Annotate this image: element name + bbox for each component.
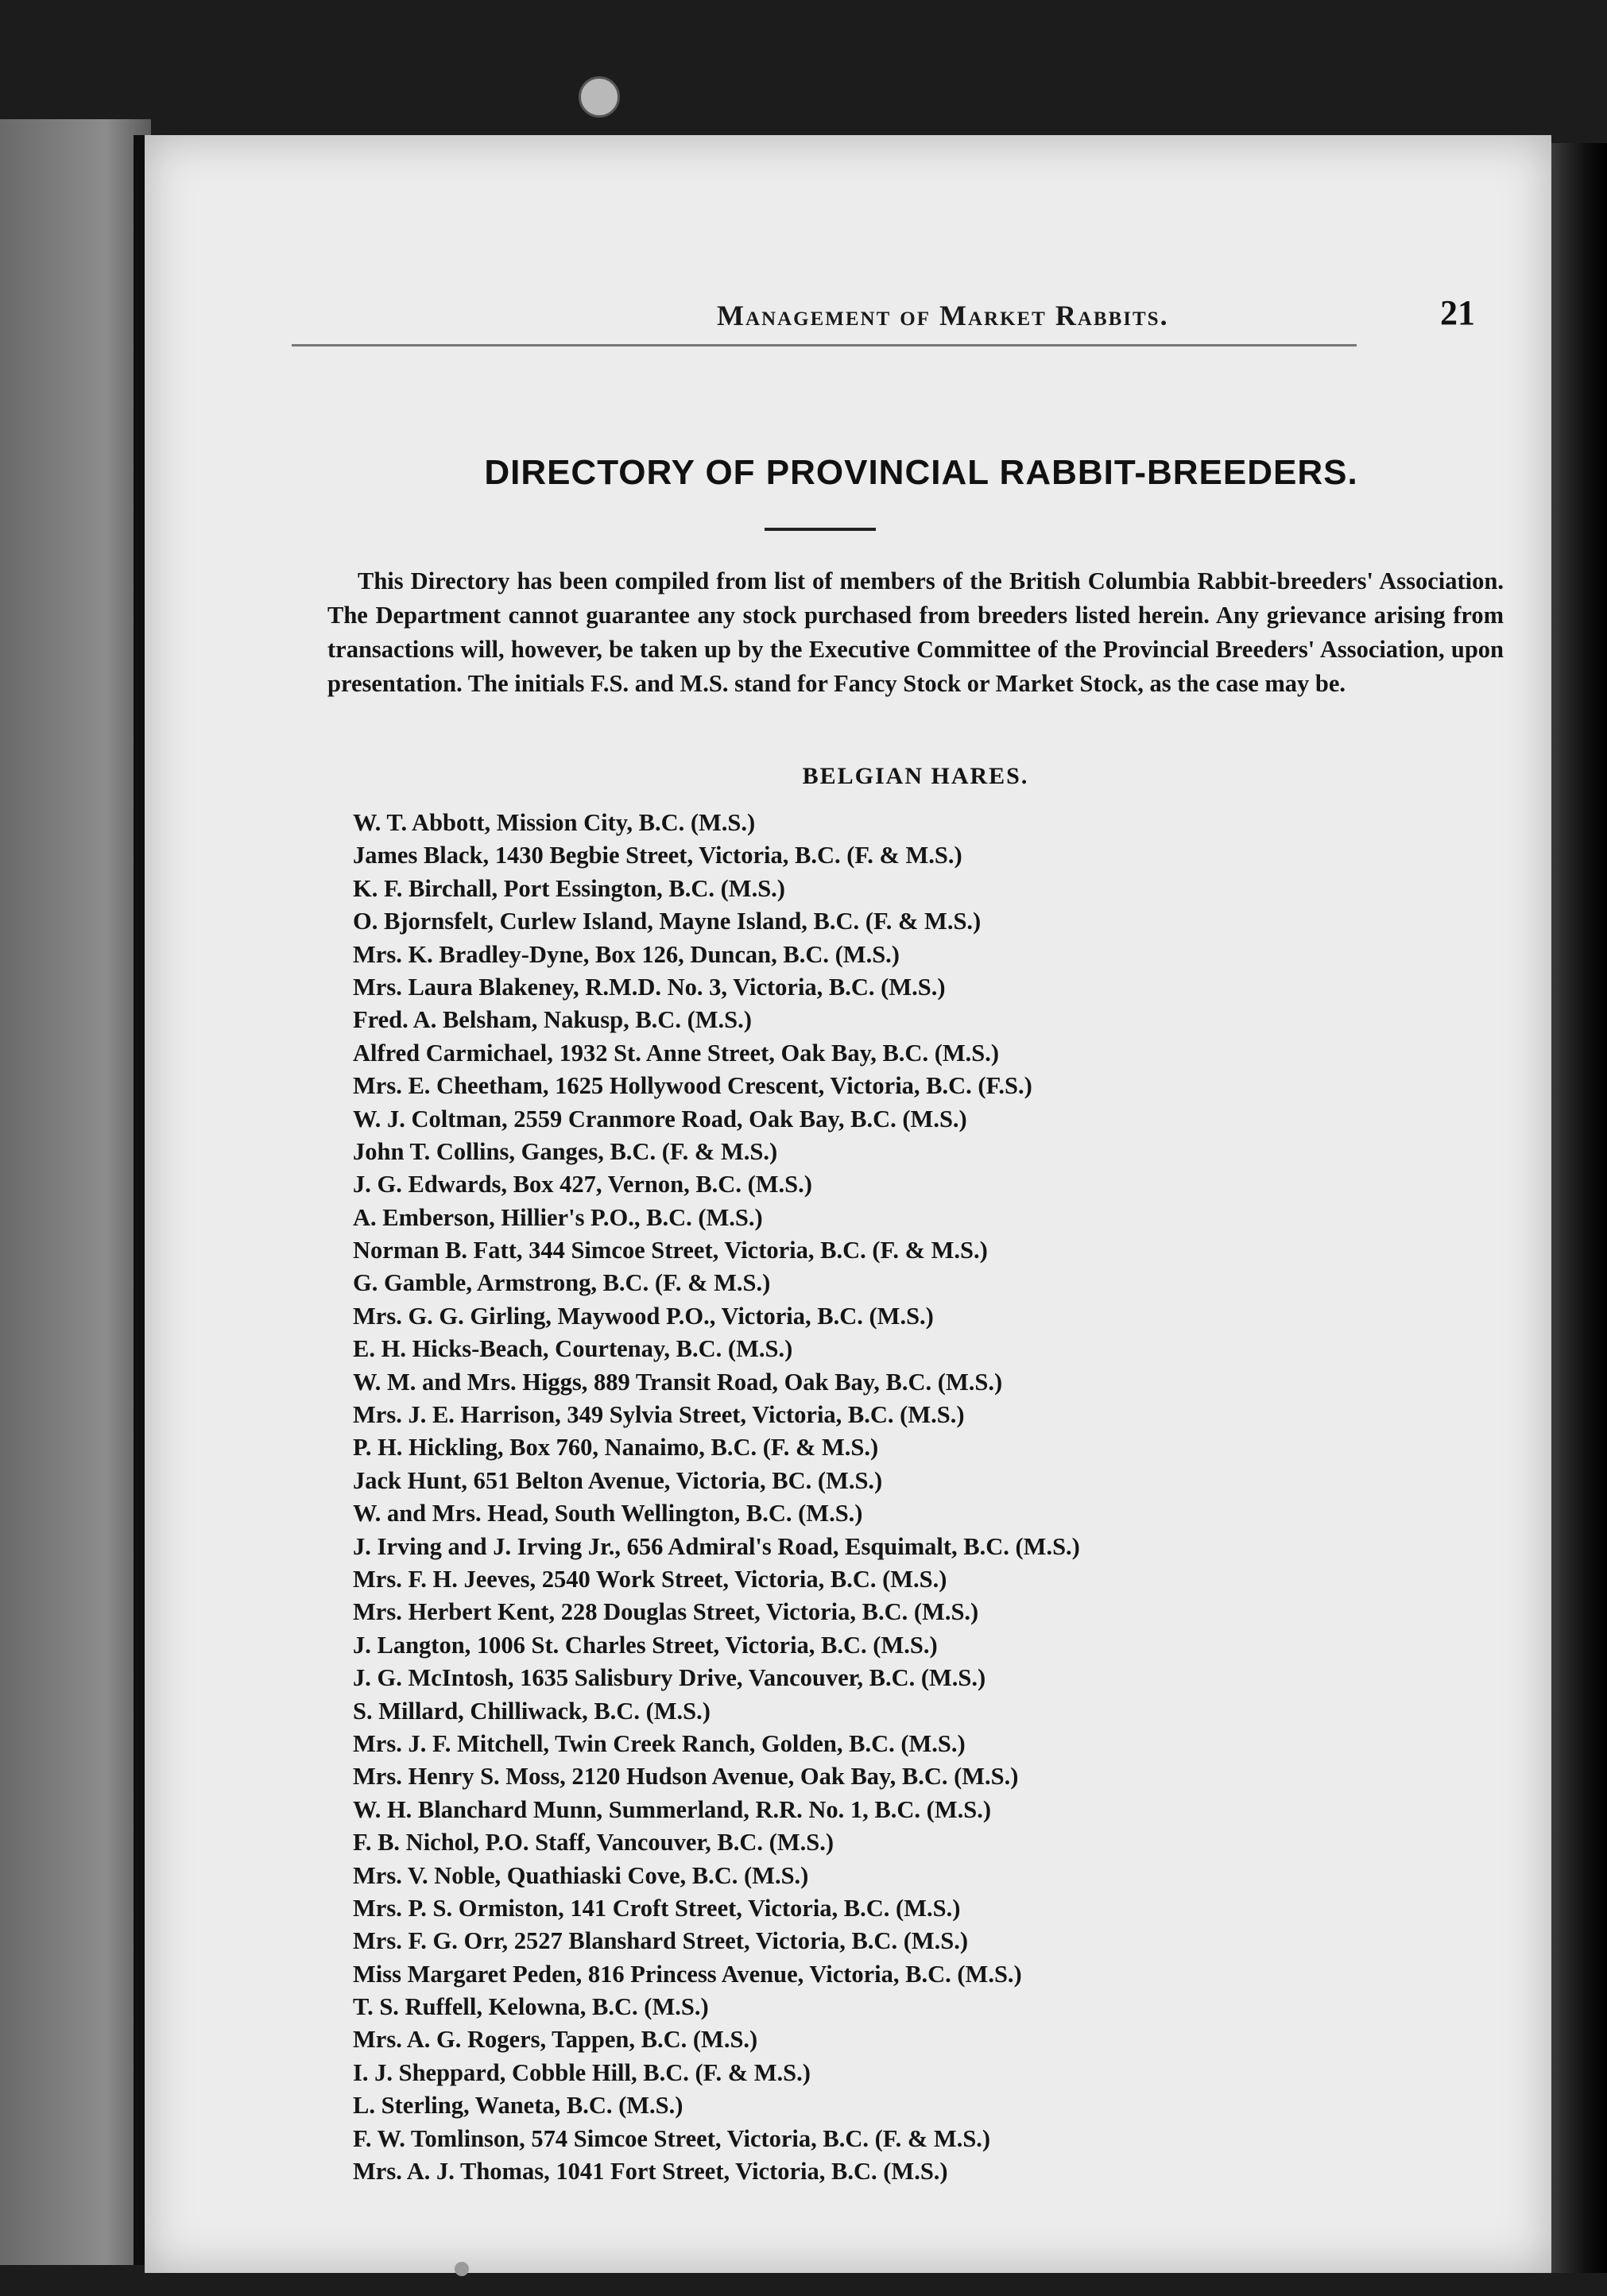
list-item: James Black, 1430 Begbie Street, Victoria, B.C. (F. & M.S.)	[353, 842, 962, 869]
list-item: Mrs. Laura Blakeney, R.M.D. No. 3, Victoria, B.C. (M.S.)	[353, 973, 946, 1001]
list-item: Miss Margaret Peden, 816 Princess Avenue, Victoria, B.C. (M.S.)	[353, 1960, 1022, 1988]
list-item: Alfred Carmichael, 1932 St. Anne Street, Oak Bay, B.C. (M.S.)	[353, 1039, 1000, 1067]
punch-hole	[579, 76, 620, 118]
header-rule	[292, 344, 1357, 347]
list-item: K. F. Birchall, Port Essington, B.C. (M.S.)	[353, 874, 785, 902]
list-item: Fred. A. Belsham, Nakusp, B.C. (M.S.)	[353, 1006, 752, 1034]
running-title: Management of Market Rabbits.	[717, 300, 1169, 331]
footer-mark	[455, 2262, 469, 2276]
list-item: Mrs. J. E. Harrison, 349 Sylvia Street, Victoria, B.C. (M.S.)	[353, 1401, 965, 1429]
list-item: W. M. and Mrs. Higgs, 889 Transit Road, Oak Bay, B.C. (M.S.)	[353, 1368, 1003, 1396]
list-item: Mrs. Henry S. Moss, 2120 Hudson Avenue, Oak Bay, B.C. (M.S.)	[353, 1763, 1019, 1791]
list-item: J. G. McIntosh, 1635 Salisbury Drive, Vancouver, B.C. (M.S.)	[353, 1664, 986, 1692]
intro-paragraph: This Directory has been compiled from list of members of the British Columbia Rabbit-breeders' Association. The Department cannot guarantee any stock purchased from breeders listed herein. Any grievance arising from transactions will, however, be taken up by the Executive Committee of the Provincial Breeders' Association, upon presentation. The initials F.S. and M.S. stand for Fancy Stock or Market Stock, as the case may be.	[327, 567, 1504, 697]
list-item: F. B. Nichol, P.O. Staff, Vancouver, B.C. (M.S.)	[353, 1829, 834, 1857]
list-item: Jack Hunt, 651 Belton Avenue, Victoria, BC. (M.S.)	[353, 1466, 883, 1494]
list-item: Mrs. F. G. Orr, 2527 Blanshard Street, Victoria, B.C. (M.S.)	[353, 1927, 969, 1955]
list-item: W. and Mrs. Head, South Wellington, B.C. (M.S.)	[353, 1500, 863, 1527]
list-item: E. H. Hicks-Beach, Courtenay, B.C. (M.S.)	[353, 1335, 793, 1363]
list-item: S. Millard, Chilliwack, B.C. (M.S.)	[353, 1697, 711, 1725]
list-item: J. Langton, 1006 St. Charles Street, Victoria, B.C. (M.S.)	[353, 1631, 938, 1659]
list-item: Mrs. G. G. Girling, Maywood P.O., Victoria, B.C. (M.S.)	[353, 1302, 934, 1330]
page-title: DIRECTORY OF PROVINCIAL RABBIT-BREEDERS.	[484, 453, 1358, 492]
list-item: John T. Collins, Ganges, B.C. (F. & M.S.)	[353, 1137, 778, 1165]
list-item: Mrs. A. G. Rogers, Tappen, B.C. (M.S.)	[353, 2026, 758, 2054]
list-item: P. H. Hickling, Box 760, Nanaimo, B.C. (F. & M.S.)	[353, 1434, 879, 1462]
list-item: T. S. Ruffell, Kelowna, B.C. (M.S.)	[353, 1993, 709, 2021]
book-spine	[134, 135, 145, 2265]
list-item: Mrs. P. S. Ormiston, 141 Croft Street, Victoria, B.C. (M.S.)	[353, 1894, 961, 1922]
list-item: L. Sterling, Waneta, B.C. (M.S.)	[353, 2092, 683, 2120]
list-item: Mrs. V. Noble, Quathiaski Cove, B.C. (M.S.)	[353, 1861, 809, 1889]
list-item: W. J. Coltman, 2559 Cranmore Road, Oak Bay, B.C. (M.S.)	[353, 1105, 967, 1133]
list-item: G. Gamble, Armstrong, B.C. (F. & M.S.)	[353, 1269, 771, 1297]
list-item: J. Irving and J. Irving Jr., 656 Admiral's Road, Esquimalt, B.C. (M.S.)	[353, 1532, 1080, 1560]
list-item: Mrs. J. F. Mitchell, Twin Creek Ranch, Golden, B.C. (M.S.)	[353, 1729, 966, 1757]
page-number: 21	[1440, 293, 1475, 332]
list-item: W. T. Abbott, Mission City, B.C. (M.S.)	[353, 809, 756, 836]
list-item: Mrs. K. Bradley-Dyne, Box 126, Duncan, B.C. (M.S.)	[353, 940, 900, 968]
section-heading: BELGIAN HARES.	[802, 763, 1029, 789]
title-rule	[765, 528, 876, 531]
list-item: Mrs. E. Cheetham, 1625 Hollywood Crescent, Victoria, B.C. (F.S.)	[353, 1072, 1032, 1100]
list-item: Mrs. A. J. Thomas, 1041 Fort Street, Victoria, B.C. (M.S.)	[353, 2158, 948, 2186]
list-item: Mrs. Herbert Kent, 228 Douglas Street, Victoria, B.C. (M.S.)	[353, 1598, 979, 1626]
breeder-list	[353, 807, 1545, 2188]
list-item: Mrs. F. H. Jeeves, 2540 Work Street, Victoria, B.C. (M.S.)	[353, 1565, 947, 1593]
list-item: Norman B. Fatt, 344 Simcoe Street, Victoria, B.C. (F. & M.S.)	[353, 1237, 988, 1264]
list-item: O. Bjornsfelt, Curlew Island, Mayne Island, B.C. (F. & M.S.)	[353, 908, 982, 935]
left-page-edge	[0, 119, 151, 2265]
book-page	[145, 135, 1551, 2273]
list-item: A. Emberson, Hillier's P.O., B.C. (M.S.)	[353, 1203, 763, 1231]
list-item: W. H. Blanchard Munn, Summerland, R.R. No. 1, B.C. (M.S.)	[353, 1795, 991, 1823]
running-header	[566, 292, 1520, 340]
list-item: J. G. Edwards, Box 427, Vernon, B.C. (M.S.)	[353, 1171, 812, 1198]
list-item: I. J. Sheppard, Cobble Hill, B.C. (F. & M.S.)	[353, 2058, 811, 2086]
list-item: F. W. Tomlinson, 574 Simcoe Street, Victoria, B.C. (F. & M.S.)	[353, 2124, 991, 2152]
right-page-edge	[1551, 143, 1607, 2273]
